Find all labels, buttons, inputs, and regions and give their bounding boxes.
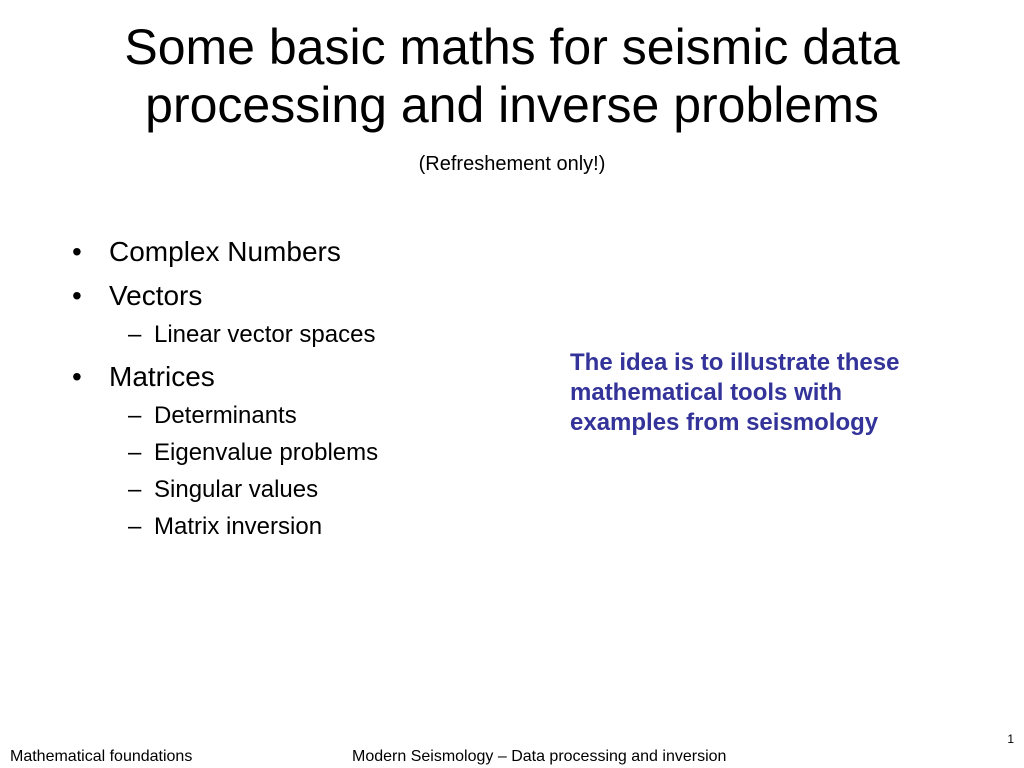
footer-center-text: Modern Seismology – Data processing and inversion xyxy=(352,748,727,765)
bullet-item-vectors xyxy=(72,280,532,312)
bullet-list xyxy=(72,234,532,541)
sub-bullet-eigenvalue-problems xyxy=(72,439,532,467)
sub-bullet-label: Singular values xyxy=(154,476,319,503)
bullet-label: Vectors xyxy=(109,280,203,311)
page-number: 1 xyxy=(1007,732,1014,746)
bullet-glyph: • xyxy=(72,361,82,392)
bullet-item-complex-numbers xyxy=(72,236,532,268)
bullet-glyph: • xyxy=(72,280,82,311)
title-line-1: Some basic maths for seismic data xyxy=(124,19,900,75)
note-line-3: examples from seismology xyxy=(570,409,879,436)
sub-bullet-label: Determinants xyxy=(154,402,297,429)
sub-bullet-glyph: – xyxy=(128,402,142,429)
bullet-label: Matrices xyxy=(109,361,215,392)
bullet-glyph: • xyxy=(72,236,82,267)
slide-subtitle: (Refreshement only!) xyxy=(418,153,606,175)
sub-bullet-matrix-inversion xyxy=(72,513,532,541)
sub-bullet-glyph: – xyxy=(128,321,142,348)
sub-bullet-glyph: – xyxy=(128,513,142,540)
note-line-2: mathematical tools with xyxy=(570,379,843,406)
sub-bullet-linear-vector-spaces xyxy=(72,321,532,349)
slide-title xyxy=(0,18,1024,134)
sub-bullet-label: Linear vector spaces xyxy=(154,321,376,348)
title-line-2: processing and inverse problems xyxy=(145,77,879,133)
sub-bullet-glyph: – xyxy=(128,476,142,503)
sub-bullet-glyph: – xyxy=(128,439,142,466)
footer-left-text: Mathematical foundations xyxy=(10,748,193,765)
bullet-label: Complex Numbers xyxy=(109,236,341,267)
sub-bullet-singular-values xyxy=(72,476,532,504)
highlight-note xyxy=(570,348,990,438)
sub-bullet-determinants xyxy=(72,402,532,430)
note-line-1: The idea is to illustrate these xyxy=(570,349,900,376)
sub-bullet-label: Matrix inversion xyxy=(154,513,323,540)
bullet-item-matrices xyxy=(72,361,532,393)
sub-bullet-label: Eigenvalue problems xyxy=(154,439,379,466)
